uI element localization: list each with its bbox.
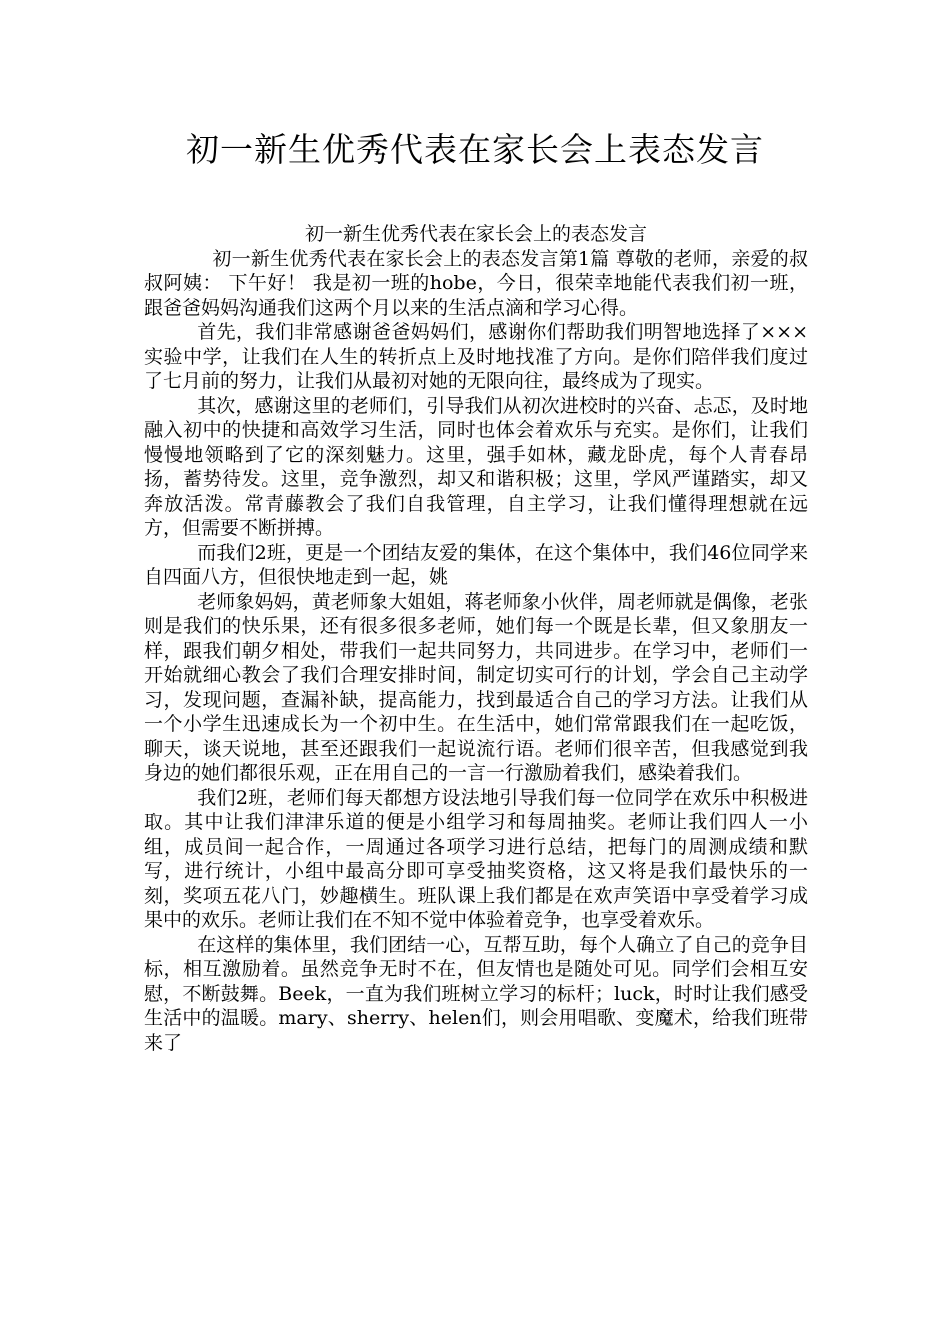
- document-title: 初一新生优秀代表在家长会上表态发言: [186, 130, 764, 169]
- paragraph: 我们2班，老师们每天都想方设法地引导我们每一位同学在欢乐中积极进取。其中让我们津津乐道的便是小组学习和每周抽奖。老师让我们四人一小组，成员间一起合作，一周通过各项学习进行总结，把每门的周测成绩和默写，进行统计，小组中最高分即可享受抽奖资格，这又将是我们最快乐的一刻，奖项五花八门，妙趣横生。班队课上我们都是在欢声笑语中享受着学习成果中的欢乐。老师让我们在不知不觉中体验着竞争，也享受着欢乐。: [144, 786, 808, 931]
- paragraph: 而我们2班，更是一个团结友爱的集体，在这个集体中，我们46位同学来自四面八方，但很快地走到一起，姚: [144, 541, 808, 588]
- paragraph: 首先，我们非常感谢爸爸妈妈们，感谢你们帮助我们明智地选择了×××实验中学，让我们在人生的转折点上及时地找准了方向。是你们陪伴我们度过了七月前的努力，让我们从最初对她的无限向往，最终成为了现实。: [144, 321, 808, 392]
- paragraph: 其次，感谢这里的老师们，引导我们从初次进校时的兴奋、忐忑，及时地融入初中的快捷和高效学习生活，同时也体会着欢乐与充实。是你们，让我们慢慢地领略到了它的深刻魅力。这里，强手如林，藏龙卧虎，每个人青春昂扬，蓄势待发。这里，竞争激烈，却又和谐积极；这里，学风严谨踏实，却又奔放活泼。常青藤教会了我们自我管理，自主学习，让我们懂得理想就在远方，但需要不断拼搏。: [144, 394, 808, 539]
- paragraph: 在这样的集体里，我们团结一心，互帮互助，每个人确立了自己的竞争目标，相互激励着。虽然竞争无时不在，但友情也是随处可见。同学们会相互安慰，不断鼓舞。Beek，一直为我们班树立学习的标杆；luck，时时让我们感受生活中的温暖。mary、sherry、helen们，则会用唱歌、变魔术，给我们班带来了: [144, 933, 808, 1054]
- paragraph: 老师象妈妈，黄老师象大姐姐，蒋老师象小伙伴，周老师就是偶像，老张则是我们的快乐果，还有很多很多老师，她们每一个既是长辈，但又象朋友一样，跟我们朝夕相处，带我们一起共同努力，共同进步。在学习中，老师们一开始就细心教会了我们合理安排时间，制定切实可行的计划，学会自己主动学习，发现问题，查漏补缺，提高能力，找到最适合自己的学习方法。让我们从一个小学生迅速成长为一个初中生。在生活中，她们常常跟我们在一起吃饭，聊天，谈天说地，甚至还跟我们一起说流行语。老师们很辛苦，但我感觉到我身边的她们都很乐观，正在用自己的一言一行激励着我们，感染着我们。: [144, 590, 808, 784]
- paragraph: 初一新生优秀代表在家长会上的表态发言第1篇 尊敬的老师，亲爱的叔叔阿姨： 下午好！ 我是初一班的hobe，今日，很荣幸地能代表我们初一班，跟爸爸妈妈沟通我们这两个月以来的生活点滴和学习心得。: [144, 247, 808, 319]
- document-body: [144, 222, 808, 1055]
- document-subtitle: 初一新生优秀代表在家长会上的表态发言: [304, 223, 647, 245]
